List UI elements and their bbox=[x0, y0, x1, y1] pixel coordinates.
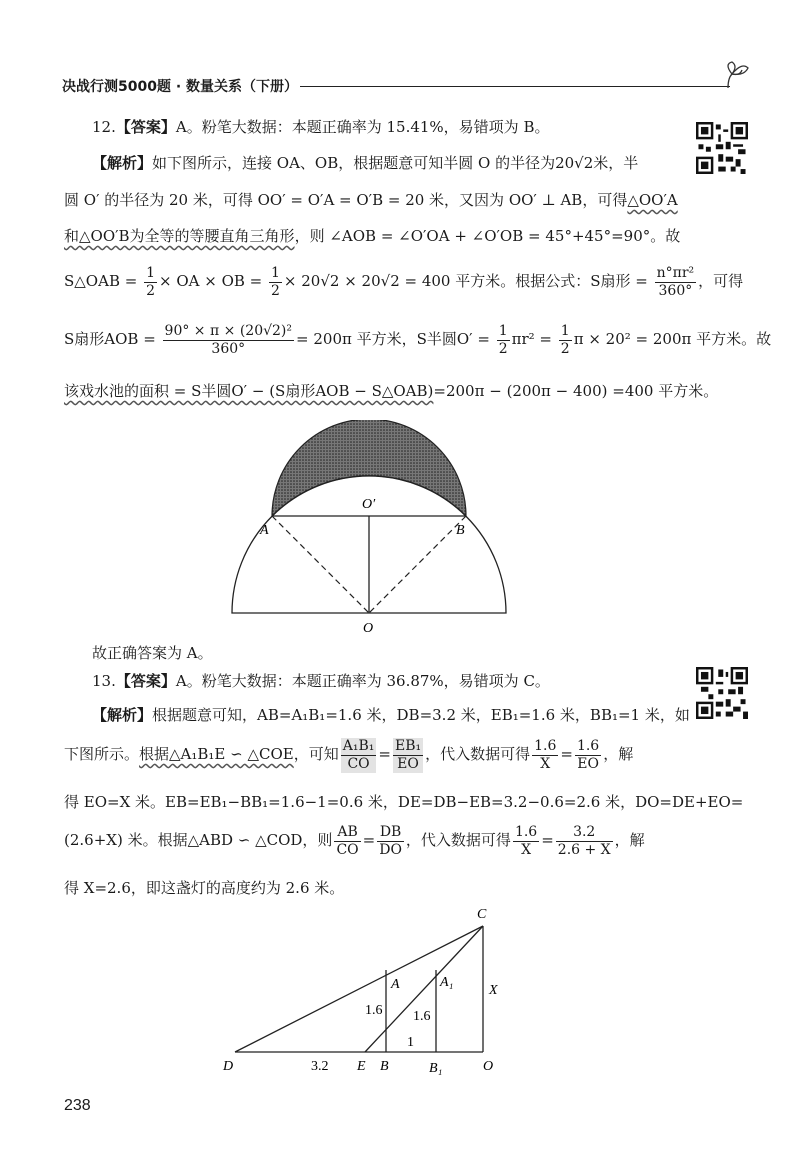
text-span: π × 20² = 200π 平方米。故 bbox=[573, 330, 772, 348]
analysis-tag: 【解析】 bbox=[92, 154, 153, 172]
text-span: 圆 O′ 的半径为 20 米，可得 OO′ = O′A = O′B = 20 米，又因为 OO′ ⊥ AB，可得 bbox=[64, 191, 628, 209]
lamp-triangle-figure bbox=[215, 902, 515, 1082]
page-number: 238 bbox=[64, 1097, 91, 1114]
q12-analysis-line-4 bbox=[64, 262, 743, 300]
ray-E-C bbox=[365, 926, 483, 1052]
q13-analysis-line-5: 得 X=2.6，即这盏灯的高度约为 2.6 米。 bbox=[64, 879, 345, 897]
highlight-span: 该戏水池的面积 = S半圆O′ − (S扇形AOB − S△OAB) bbox=[64, 382, 434, 400]
label-height-A1B1: 1.6 bbox=[413, 1009, 431, 1024]
q13-answer-line bbox=[92, 671, 550, 691]
question-number: 13. bbox=[92, 672, 116, 690]
label-B1: B₁ bbox=[429, 1061, 443, 1076]
numerator: 1.6 bbox=[576, 737, 600, 754]
fraction bbox=[532, 738, 558, 773]
fraction bbox=[497, 323, 510, 358]
numerator: 1.6 bbox=[514, 823, 538, 840]
label-E: E bbox=[357, 1059, 366, 1074]
fraction bbox=[559, 323, 572, 358]
text-span: ，可知 bbox=[293, 745, 339, 763]
label-A: A bbox=[260, 523, 269, 538]
answer-text: A。粉笔大数据：本题正确率为 15.41%，易错项为 B。 bbox=[175, 118, 550, 136]
label-A: A bbox=[391, 977, 400, 992]
denominator: EO bbox=[577, 755, 599, 772]
label-X: X bbox=[489, 983, 498, 998]
numerator: n°πr² bbox=[656, 264, 695, 281]
fraction bbox=[334, 824, 360, 859]
fraction bbox=[575, 738, 601, 773]
answer-tag: 【答案】 bbox=[115, 118, 176, 136]
text-span: × 20√2 × 20√2 = 400 平方米。根据公式：S扇形 = bbox=[283, 272, 653, 290]
question-number: 12. bbox=[92, 118, 116, 136]
q12-conclusion: 故正确答案为 A。 bbox=[92, 644, 213, 662]
dashed-OA bbox=[272, 516, 369, 613]
denominator: 2 bbox=[498, 340, 508, 357]
fraction bbox=[144, 265, 157, 300]
label-O: O bbox=[483, 1059, 494, 1074]
text-span: (2.6+X) 米。根据△ABD ∽ △COD，则 bbox=[64, 831, 333, 849]
label-B: B bbox=[456, 523, 465, 538]
text-span: ，则 ∠AOB = ∠O′OA + ∠O′OB = 45°+45°=90°。故 bbox=[294, 227, 681, 245]
label-O-prime: O′ bbox=[362, 497, 376, 512]
numerator: 90° × π × (20√2)² bbox=[164, 322, 293, 339]
text-span: 根据题意可知，AB=A₁B₁=1.6 米，DB=3.2 米，EB₁=1.6 米，BB₁=1 米，如 bbox=[152, 706, 690, 724]
q12-analysis-line-5 bbox=[64, 320, 771, 358]
numerator: 3.2 bbox=[556, 824, 613, 842]
fraction bbox=[341, 738, 377, 773]
fraction bbox=[163, 323, 294, 358]
text-span: × OA × OB = bbox=[159, 272, 267, 290]
denominator: X bbox=[521, 841, 532, 858]
numerator: 1 bbox=[498, 322, 508, 339]
q12-answer-line bbox=[92, 117, 549, 137]
label-height-AB: 1.6 bbox=[365, 1003, 383, 1018]
qr-code-icon[interactable] bbox=[696, 667, 748, 719]
denominator: DO bbox=[379, 841, 402, 858]
denominator: 360° bbox=[211, 340, 246, 357]
numerator: DB bbox=[377, 824, 404, 842]
numerator: AB bbox=[334, 824, 360, 842]
qr-code-icon[interactable] bbox=[696, 122, 748, 174]
sprout-icon bbox=[718, 56, 754, 92]
fraction bbox=[269, 265, 282, 300]
header-rule bbox=[300, 86, 730, 87]
q13-analysis-line-2: 下图所示。根据△A₁B₁E ∽ △COE，可知 $\frac{\text{A₁B₁}}{CO}$ = $\frac{\text{EB₁}}{EO}$ ，代入数据可得 $\frac{1.6}{X}$ = $\frac{1.6}{EO}$ ，解 bbox=[64, 737, 634, 772]
numerator: 1 bbox=[271, 264, 280, 281]
q12-analysis-line-2 bbox=[64, 190, 678, 210]
numerator: 1.6 bbox=[534, 737, 557, 754]
label-BB1: 1 bbox=[407, 1035, 414, 1050]
page-header bbox=[62, 62, 752, 102]
q12-analysis-line-6 bbox=[64, 381, 718, 401]
numerator: 1 bbox=[146, 264, 155, 281]
numerator: EB₁ bbox=[394, 737, 422, 754]
q12-analysis-line-1 bbox=[92, 153, 638, 173]
denominator: 2 bbox=[146, 282, 155, 299]
answer-tag: 【答案】 bbox=[115, 672, 176, 690]
text-span: S△OAB = bbox=[64, 272, 143, 290]
highlight-span: 和△OO′B为全等的等腰直角三角形 bbox=[64, 227, 295, 245]
denominator: X bbox=[540, 755, 551, 772]
label-O: O bbox=[363, 621, 374, 636]
fraction bbox=[513, 824, 539, 859]
highlight-span: △OO′A bbox=[627, 191, 678, 209]
q13-analysis-line-3: 得 EO=X 米。EB=EB₁−BB₁=1.6−1=0.6 米，DE=DB−EB=3.2−0.6=2.6 米，DO=DE+EO= bbox=[64, 793, 744, 811]
denominator: EO bbox=[397, 755, 419, 772]
q13-analysis-line-4: (2.6+X) 米。根据△ABD ∽ △COD，则 $\frac{AB}{CO}$ = $\frac{DB}{DO}$ ，代入数据可得 $\frac{1.6}{X}$ = $\frac{3.2}{2.6 + X}$ ，解 bbox=[64, 823, 645, 858]
numerator: A₁B₁ bbox=[342, 737, 375, 754]
denominator: 2.6 + X bbox=[557, 841, 611, 858]
denominator: 360° bbox=[658, 282, 693, 299]
text-span: ，解 bbox=[614, 831, 645, 849]
text-span: S扇形AOB = bbox=[64, 330, 161, 348]
q13-analysis-line-1 bbox=[92, 705, 690, 725]
text-span: ，代入数据可得 bbox=[405, 831, 511, 849]
fraction bbox=[393, 738, 423, 773]
analysis-tag: 【解析】 bbox=[92, 706, 153, 724]
label-B: B bbox=[380, 1059, 389, 1074]
label-D: D bbox=[223, 1059, 234, 1074]
label-DB-length: 3.2 bbox=[311, 1059, 329, 1074]
denominator: CO bbox=[347, 755, 370, 772]
fraction bbox=[556, 824, 613, 859]
denominator: CO bbox=[336, 841, 359, 858]
dashed-OB bbox=[369, 516, 466, 613]
text-span: ，解 bbox=[603, 745, 634, 763]
denominator: 2 bbox=[271, 282, 280, 299]
text-span: 如下图所示，连接 OA、OB，根据题意可知半圆 O 的半径为20√2米，半 bbox=[152, 154, 639, 172]
label-A1: A₁ bbox=[440, 975, 454, 990]
text-span: = 200π 平方米，S半圆O′ = bbox=[296, 330, 495, 348]
label-C: C bbox=[477, 907, 487, 922]
denominator: 2 bbox=[560, 340, 570, 357]
text-span: πr² = bbox=[511, 330, 557, 348]
fraction bbox=[377, 824, 404, 859]
highlight-span: 根据△A₁B₁E ∽ △COE bbox=[139, 745, 294, 763]
numerator: 1 bbox=[560, 322, 570, 339]
text-span: ，可得 bbox=[698, 272, 744, 290]
fraction bbox=[655, 265, 697, 300]
text-span: 下图所示。 bbox=[64, 745, 140, 763]
q12-analysis-line-3 bbox=[64, 226, 680, 246]
text-span: =200π − (200π − 400) =400 平方米。 bbox=[433, 382, 719, 400]
semicircle-figure bbox=[230, 420, 520, 638]
answer-text: A。粉笔大数据：本题正确率为 36.87%，易错项为 C。 bbox=[175, 672, 550, 690]
book-title: 决战行测5000题 · 数量关系（下册） bbox=[62, 79, 299, 95]
text-span: ，代入数据可得 bbox=[425, 745, 531, 763]
